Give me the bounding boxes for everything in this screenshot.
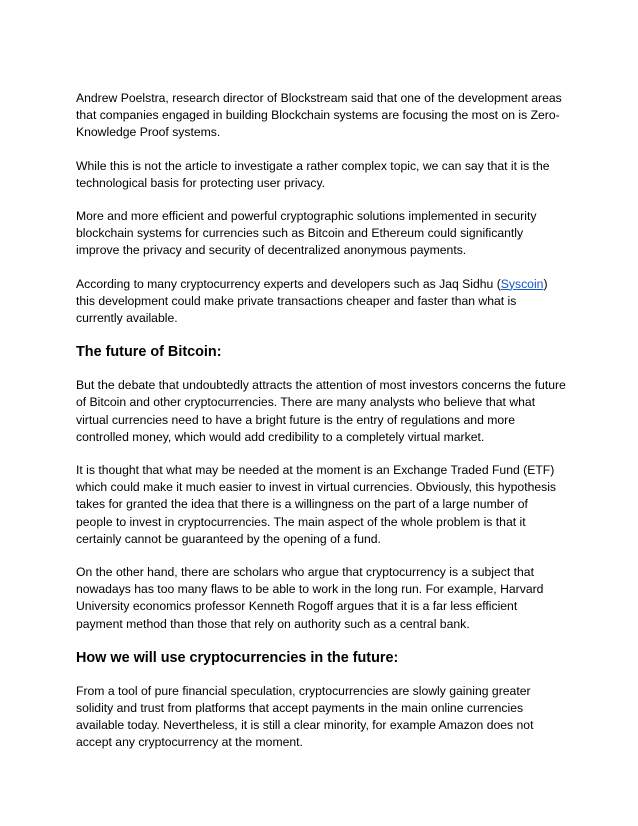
paragraph-poelstra: Andrew Poelstra, research director of Blockstream said that one of the development areas that companies engaged in building Blockchain systems are focusing the most on is Zero-Knowledge Proof systems. bbox=[76, 91, 562, 140]
paragraph-speculation: From a tool of pure financial speculation, cryptocurrencies are slowly gaining greater solidity and trust from platforms that accept payments in the main online currencies available today. Nevertheless, it is still a clear minority, for example Amazon does not accept any cryptocurrency at the moment. bbox=[76, 683, 534, 750]
document-body bbox=[76, 90, 566, 768]
paragraph-privacy: While this is not the article to investigate a rather complex topic, we can say that it is the technological basis for protecting user privacy. bbox=[76, 158, 550, 190]
syscoin-link[interactable]: Syscoin bbox=[500, 276, 544, 291]
paragraph-experts bbox=[76, 276, 566, 328]
paragraph-experts-text-start: According to many cryptocurrency experts and developers such as Jaq Sidhu ( bbox=[76, 276, 501, 291]
heading-future-of-bitcoin: The future of Bitcoin: bbox=[76, 344, 222, 361]
paragraph-etf: It is thought that what may be needed at the moment is an Exchange Traded Fund (ETF) which could make it much easier to invest in virtual currencies. Obviously, this hypothesis takes for granted the idea that there is a willingness on the part of a large number of people to invest in cryptocurrencies. The main aspect of the whole problem is that it certainly cannot be guaranteed by the opening of a fund. bbox=[76, 463, 557, 546]
heading-future-use: How we will use cryptocurrencies in the future: bbox=[76, 649, 399, 666]
paragraph-experts-text-end: ) this development could make private transactions cheaper and faster than what is currently available. bbox=[76, 276, 548, 326]
paragraph-debate: But the debate that undoubtedly attracts the attention of most investors concerns the future of Bitcoin and other cryptocurrencies. There are many analysts who believe that what virtual currencies need to have a bright future is the entry of regulations and more controlled money, which would add credibility to a completely virtual market. bbox=[76, 378, 566, 444]
paragraph-cryptographic-solutions: More and more efficient and powerful cryptographic solutions implemented in security blockchain systems for currencies such as Bitcoin and Ethereum could significantly improve the privacy and security of decentralized anonymous payments. bbox=[76, 209, 537, 258]
paragraph-scholars: On the other hand, there are scholars who argue that cryptocurrency is a subject that nowadays has too many flaws to be able to work in the long run. For example, Harvard University economics professor Kenneth Rogoff argues that it is a far less efficient payment method than those that rely on authority such as a central bank. bbox=[76, 565, 544, 631]
